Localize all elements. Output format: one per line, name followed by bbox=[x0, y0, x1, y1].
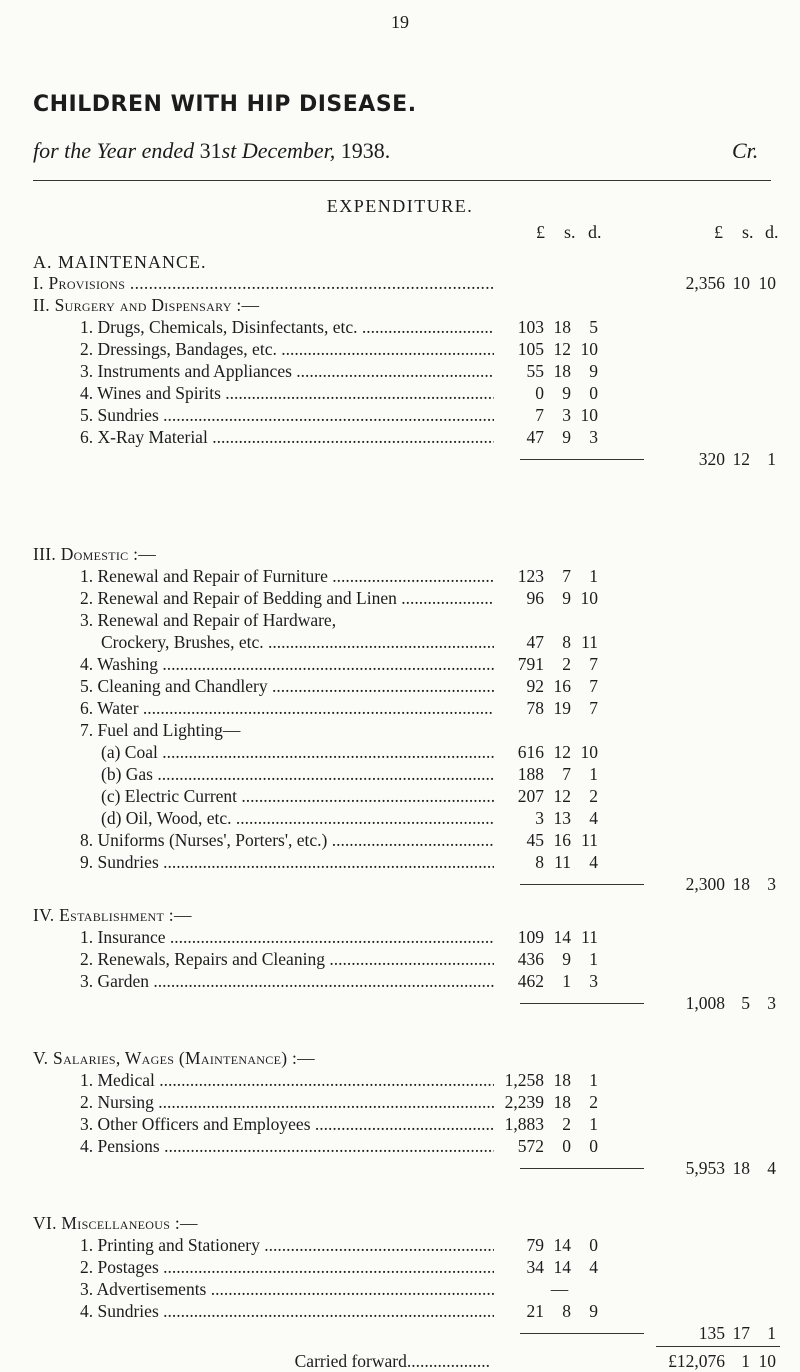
line-item bbox=[0, 719, 800, 741]
currency-pounds-col1: £ bbox=[536, 222, 545, 242]
line-item-label: 3. Garden ..... bbox=[80, 970, 494, 992]
line-item-label: 3. Instruments and Appliances ..... bbox=[80, 360, 494, 382]
line-item bbox=[0, 1256, 800, 1278]
line-item-label: 5. Sundries ..... bbox=[80, 404, 494, 426]
line-item-amount-pounds: 3 bbox=[535, 808, 544, 828]
line-item-amount-pounds: 2,239 bbox=[504, 1092, 544, 1112]
line-item-amount-shillings: 9 bbox=[562, 588, 571, 608]
line-item bbox=[0, 1278, 800, 1300]
line-item-amount-pounds: 1,883 bbox=[504, 1114, 544, 1134]
line-item-amount-pence: 7 bbox=[589, 698, 598, 718]
line-item-label: 3. Renewal and Repair of Hardware, bbox=[80, 610, 337, 630]
section-total-pence: 1 bbox=[767, 449, 776, 469]
section-title: VI. Miscellaneous :— bbox=[33, 1213, 198, 1233]
line-item-amount-pounds: 791 bbox=[517, 654, 544, 674]
line-item-label: 1. Renewal and Repair of Furniture ..... bbox=[80, 565, 494, 587]
line-item bbox=[0, 763, 800, 785]
line-item-label: (b) Gas ..... bbox=[101, 763, 494, 785]
line-item-amount-pounds: 21 bbox=[526, 1301, 544, 1321]
section-total-shillings: 18 bbox=[732, 874, 750, 894]
line-item-label: (d) Oil, Wood, etc. ..... bbox=[101, 807, 494, 829]
line-item-amount-shillings: 7 bbox=[562, 764, 571, 784]
line-item-amount-pounds: 7 bbox=[535, 405, 544, 425]
line-item-label: 4. Sundries ..... bbox=[80, 1300, 494, 1322]
line-item-amount-pounds: 1,258 bbox=[504, 1070, 544, 1090]
section-heading bbox=[0, 904, 800, 926]
line-item-label: 1. Drugs, Chemicals, Disinfectants, etc. ..... bbox=[80, 316, 494, 338]
line-item-label: 6. Water ..... bbox=[80, 697, 494, 719]
section-total-pounds: 5,953 bbox=[685, 1158, 725, 1178]
line-item-amount-pence: 11 bbox=[581, 927, 598, 947]
section-total-row bbox=[0, 448, 800, 470]
line-item bbox=[0, 1069, 800, 1091]
section-total-pounds: 320 bbox=[698, 449, 725, 469]
line-item-label: 6. X-Ray Material ..... bbox=[80, 426, 494, 448]
line-item-amount-pence: 10 bbox=[580, 742, 598, 762]
line-item-amount-shillings: 14 bbox=[553, 1235, 571, 1255]
line-item bbox=[0, 653, 800, 675]
line-item bbox=[0, 785, 800, 807]
line-item bbox=[0, 338, 800, 360]
line-item bbox=[0, 970, 800, 992]
line-item-label: 1. Printing and Stationery ..... bbox=[80, 1234, 494, 1256]
line-item-amount-shillings: 2 bbox=[562, 654, 571, 674]
line-item-amount-pence: 10 bbox=[580, 339, 598, 359]
section-total-pounds: 2,356 bbox=[685, 273, 725, 293]
line-item-amount-pence: 11 bbox=[581, 632, 598, 652]
carried-forward-row bbox=[0, 1350, 800, 1372]
section-heading bbox=[0, 272, 800, 294]
line-item bbox=[0, 1234, 800, 1256]
line-item bbox=[0, 1300, 800, 1322]
line-item-amount-pounds: 462 bbox=[517, 971, 544, 991]
line-item-amount-pence: 11 bbox=[581, 830, 598, 850]
line-item-amount-shillings: 18 bbox=[553, 1070, 571, 1090]
line-item-amount-shillings: 9 bbox=[562, 949, 571, 969]
line-item-amount-pounds: 55 bbox=[526, 361, 544, 381]
line-item-amount-shillings: 13 bbox=[553, 808, 571, 828]
section-total-row bbox=[0, 1322, 800, 1344]
line-item-amount-pence: 5 bbox=[589, 317, 598, 337]
line-item-label: 8. Uniforms (Nurses', Porters', etc.) ..... bbox=[80, 829, 494, 851]
document-title: CHILDREN WITH HIP DISEASE. bbox=[33, 92, 417, 117]
line-item bbox=[0, 1135, 800, 1157]
line-item bbox=[0, 565, 800, 587]
carried-forward-rule bbox=[656, 1346, 780, 1347]
section-heading bbox=[0, 1047, 800, 1069]
line-item-amount-shillings: 16 bbox=[553, 830, 571, 850]
top-rule bbox=[33, 180, 771, 181]
line-item bbox=[0, 926, 800, 948]
line-item-label: 3. Advertisements ..... bbox=[80, 1278, 494, 1300]
line-item bbox=[0, 587, 800, 609]
line-item-amount-shillings: 9 bbox=[562, 427, 571, 447]
line-item-label: 2. Nursing ..... bbox=[80, 1091, 494, 1113]
section-total-pence: 1 bbox=[767, 1323, 776, 1343]
line-item-amount-shillings: 16 bbox=[553, 676, 571, 696]
line-item-label: 2. Dressings, Bandages, etc. ..... bbox=[80, 338, 494, 360]
line-item bbox=[0, 426, 800, 448]
line-item-amount-pence: 9 bbox=[589, 361, 598, 381]
line-item-amount-pounds: 436 bbox=[517, 949, 544, 969]
line-item-amount-shillings: 14 bbox=[553, 927, 571, 947]
line-item-label: 4. Wines and Spirits ..... bbox=[80, 382, 494, 404]
section-heading bbox=[0, 1212, 800, 1234]
line-item bbox=[0, 609, 800, 631]
line-item-amount-pounds: 34 bbox=[526, 1257, 544, 1277]
line-item bbox=[0, 1113, 800, 1135]
section-total-shillings: 12 bbox=[732, 449, 750, 469]
line-item bbox=[0, 316, 800, 338]
expenditure-heading: EXPENDITURE. bbox=[326, 196, 474, 216]
section-total-row bbox=[0, 1157, 800, 1179]
line-item-label: 7. Fuel and Lighting— bbox=[80, 720, 241, 740]
line-item-amount-pounds: 105 bbox=[517, 339, 544, 359]
line-item-label: (c) Electric Current ..... bbox=[101, 785, 494, 807]
line-item-amount-shillings: 2 bbox=[562, 1114, 571, 1134]
line-item-amount-pounds: 79 bbox=[526, 1235, 544, 1255]
carried-forward-amount-pence: 10 bbox=[758, 1351, 776, 1371]
section-total-pence: 3 bbox=[767, 874, 776, 894]
line-item-amount-pence: 0 bbox=[589, 1235, 598, 1255]
line-item-amount-pence: 4 bbox=[589, 1257, 598, 1277]
line-item-amount-pence: 10 bbox=[580, 588, 598, 608]
currency-pounds-col2: £ bbox=[714, 222, 723, 242]
line-item-amount-pounds: 45 bbox=[526, 830, 544, 850]
line-item-label: 4. Pensions ..... bbox=[80, 1135, 494, 1157]
line-item bbox=[0, 631, 800, 653]
section-title: V. Salaries, Wages (Maintenance) :— bbox=[33, 1048, 315, 1068]
line-item bbox=[0, 1091, 800, 1113]
section-total-pounds: 2,300 bbox=[685, 874, 725, 894]
currency-pence-col1: d. bbox=[588, 222, 602, 242]
line-item-amount-pence: 0 bbox=[589, 383, 598, 403]
section-total-shillings: 18 bbox=[732, 1158, 750, 1178]
line-item-amount-pounds: 8 bbox=[535, 852, 544, 872]
line-item-label: 9. Sundries ..... bbox=[80, 851, 494, 873]
line-item-amount-pence: 10 bbox=[580, 405, 598, 425]
line-item-amount-pounds: 109 bbox=[517, 927, 544, 947]
line-item-label: Crockery, Brushes, etc. ..... bbox=[101, 631, 494, 653]
line-item-amount-shillings: 12 bbox=[553, 742, 571, 762]
section-title: III. Domestic :— bbox=[33, 544, 157, 564]
section-total-shillings: 10 bbox=[732, 273, 750, 293]
section-total-pence: 10 bbox=[758, 273, 776, 293]
line-item bbox=[0, 697, 800, 719]
line-item-amount-pounds: 616 bbox=[517, 742, 544, 762]
line-item-amount-shillings: 12 bbox=[553, 339, 571, 359]
line-item-amount-pounds: 78 bbox=[526, 698, 544, 718]
line-item-amount-pounds: 0 bbox=[535, 383, 544, 403]
line-item bbox=[0, 948, 800, 970]
line-item-amount-pounds: 188 bbox=[517, 764, 544, 784]
line-item bbox=[0, 829, 800, 851]
line-item-amount-pence: 3 bbox=[589, 971, 598, 991]
line-item-amount-shillings: 1 bbox=[562, 971, 571, 991]
line-item-amount-pence: 9 bbox=[589, 1301, 598, 1321]
section-total-shillings: 5 bbox=[741, 993, 750, 1013]
line-item-amount-pence: 2 bbox=[589, 786, 598, 806]
line-item-amount-pounds: 96 bbox=[526, 588, 544, 608]
currency-shillings-col1: s. bbox=[564, 222, 576, 242]
line-item-amount-shillings: 9 bbox=[562, 383, 571, 403]
line-item-amount-shillings: 18 bbox=[553, 317, 571, 337]
line-item-amount-pounds: 207 bbox=[517, 786, 544, 806]
section-total-pounds: 135 bbox=[698, 1323, 725, 1343]
line-item bbox=[0, 404, 800, 426]
line-item-label: 2. Renewals, Repairs and Cleaning ..... bbox=[80, 948, 494, 970]
line-item-amount-pounds: 47 bbox=[526, 632, 544, 652]
line-item bbox=[0, 807, 800, 829]
section-a-heading: A. MAINTENANCE. bbox=[33, 252, 207, 272]
line-item-amount-pounds: 47 bbox=[526, 427, 544, 447]
section-total-row bbox=[0, 992, 800, 1014]
line-item-amount-pence: 1 bbox=[589, 764, 598, 784]
line-item-label: 5. Cleaning and Chandlery ..... bbox=[80, 675, 494, 697]
line-item-amount-pence: 4 bbox=[589, 852, 598, 872]
credit-marker: Cr. bbox=[732, 138, 759, 163]
section-title: I. Provisions ..... bbox=[33, 272, 493, 294]
line-item-amount-shillings: 18 bbox=[553, 361, 571, 381]
line-item-amount-shillings: 0 bbox=[562, 1136, 571, 1156]
section-heading bbox=[0, 543, 800, 565]
line-item-amount-shillings: 7 bbox=[562, 566, 571, 586]
line-item-amount-pence: 4 bbox=[589, 808, 598, 828]
line-item-amount-pence: 7 bbox=[589, 676, 598, 696]
line-item-label: 1. Medical ..... bbox=[80, 1069, 494, 1091]
line-item-amount-pence: 3 bbox=[589, 427, 598, 447]
line-item-amount-pence: 1 bbox=[589, 566, 598, 586]
document-subtitle: for the Year ended 31st December, 1938. bbox=[33, 138, 391, 163]
section-total-row bbox=[0, 873, 800, 895]
line-item bbox=[0, 675, 800, 697]
line-item-amount-shillings: 14 bbox=[553, 1257, 571, 1277]
line-item-label: 2. Renewal and Repair of Bedding and Linen ..... bbox=[80, 587, 494, 609]
carried-forward-amount-shillings: 1 bbox=[741, 1351, 750, 1371]
line-item-amount-pounds: 572 bbox=[517, 1136, 544, 1156]
line-item-amount-pounds: 103 bbox=[517, 317, 544, 337]
line-item-amount-shillings: 19 bbox=[553, 698, 571, 718]
section-total-pence: 3 bbox=[767, 993, 776, 1013]
line-item-amount-pence: 1 bbox=[589, 1070, 598, 1090]
carried-forward-amount-pounds: £12,076 bbox=[668, 1351, 725, 1371]
line-item-label: 3. Other Officers and Employees ..... bbox=[80, 1113, 494, 1135]
line-item-amount-pence: 0 bbox=[589, 1136, 598, 1156]
line-item-amount-shillings: 12 bbox=[553, 786, 571, 806]
line-item bbox=[0, 382, 800, 404]
line-item-amount-shillings: 8 bbox=[562, 632, 571, 652]
section-total-shillings: 17 bbox=[732, 1323, 750, 1343]
line-item-amount-pounds: 123 bbox=[517, 566, 544, 586]
line-item bbox=[0, 741, 800, 763]
line-item-amount-pounds: 92 bbox=[526, 676, 544, 696]
line-item-amount-shillings: 8 bbox=[562, 1301, 571, 1321]
line-item-amount-dash: — bbox=[550, 1279, 569, 1299]
line-item-amount-pence: 1 bbox=[589, 949, 598, 969]
section-heading bbox=[0, 294, 800, 316]
section-total-pounds: 1,008 bbox=[685, 993, 725, 1013]
line-item-amount-shillings: 3 bbox=[562, 405, 571, 425]
section-title: II. Surgery and Dispensary :— bbox=[33, 295, 260, 315]
currency-shillings-col2: s. bbox=[742, 222, 754, 242]
line-item-amount-shillings: 18 bbox=[553, 1092, 571, 1112]
carried-forward-label: Carried forward................... bbox=[294, 1351, 490, 1371]
line-item bbox=[0, 360, 800, 382]
line-item-label: 4. Washing ..... bbox=[80, 653, 494, 675]
line-item-label: (a) Coal ..... bbox=[101, 741, 494, 763]
currency-pence-col2: d. bbox=[765, 222, 779, 242]
line-item-amount-pence: 1 bbox=[589, 1114, 598, 1134]
line-item-amount-pence: 2 bbox=[589, 1092, 598, 1112]
line-item bbox=[0, 851, 800, 873]
section-total-pence: 4 bbox=[767, 1158, 776, 1178]
line-item-amount-pence: 7 bbox=[589, 654, 598, 674]
line-item-label: 2. Postages ..... bbox=[80, 1256, 494, 1278]
page-number: 19 bbox=[391, 12, 409, 32]
section-title: IV. Establishment :— bbox=[33, 905, 192, 925]
line-item-amount-shillings: 11 bbox=[554, 852, 571, 872]
line-item-label: 1. Insurance ..... bbox=[80, 926, 494, 948]
